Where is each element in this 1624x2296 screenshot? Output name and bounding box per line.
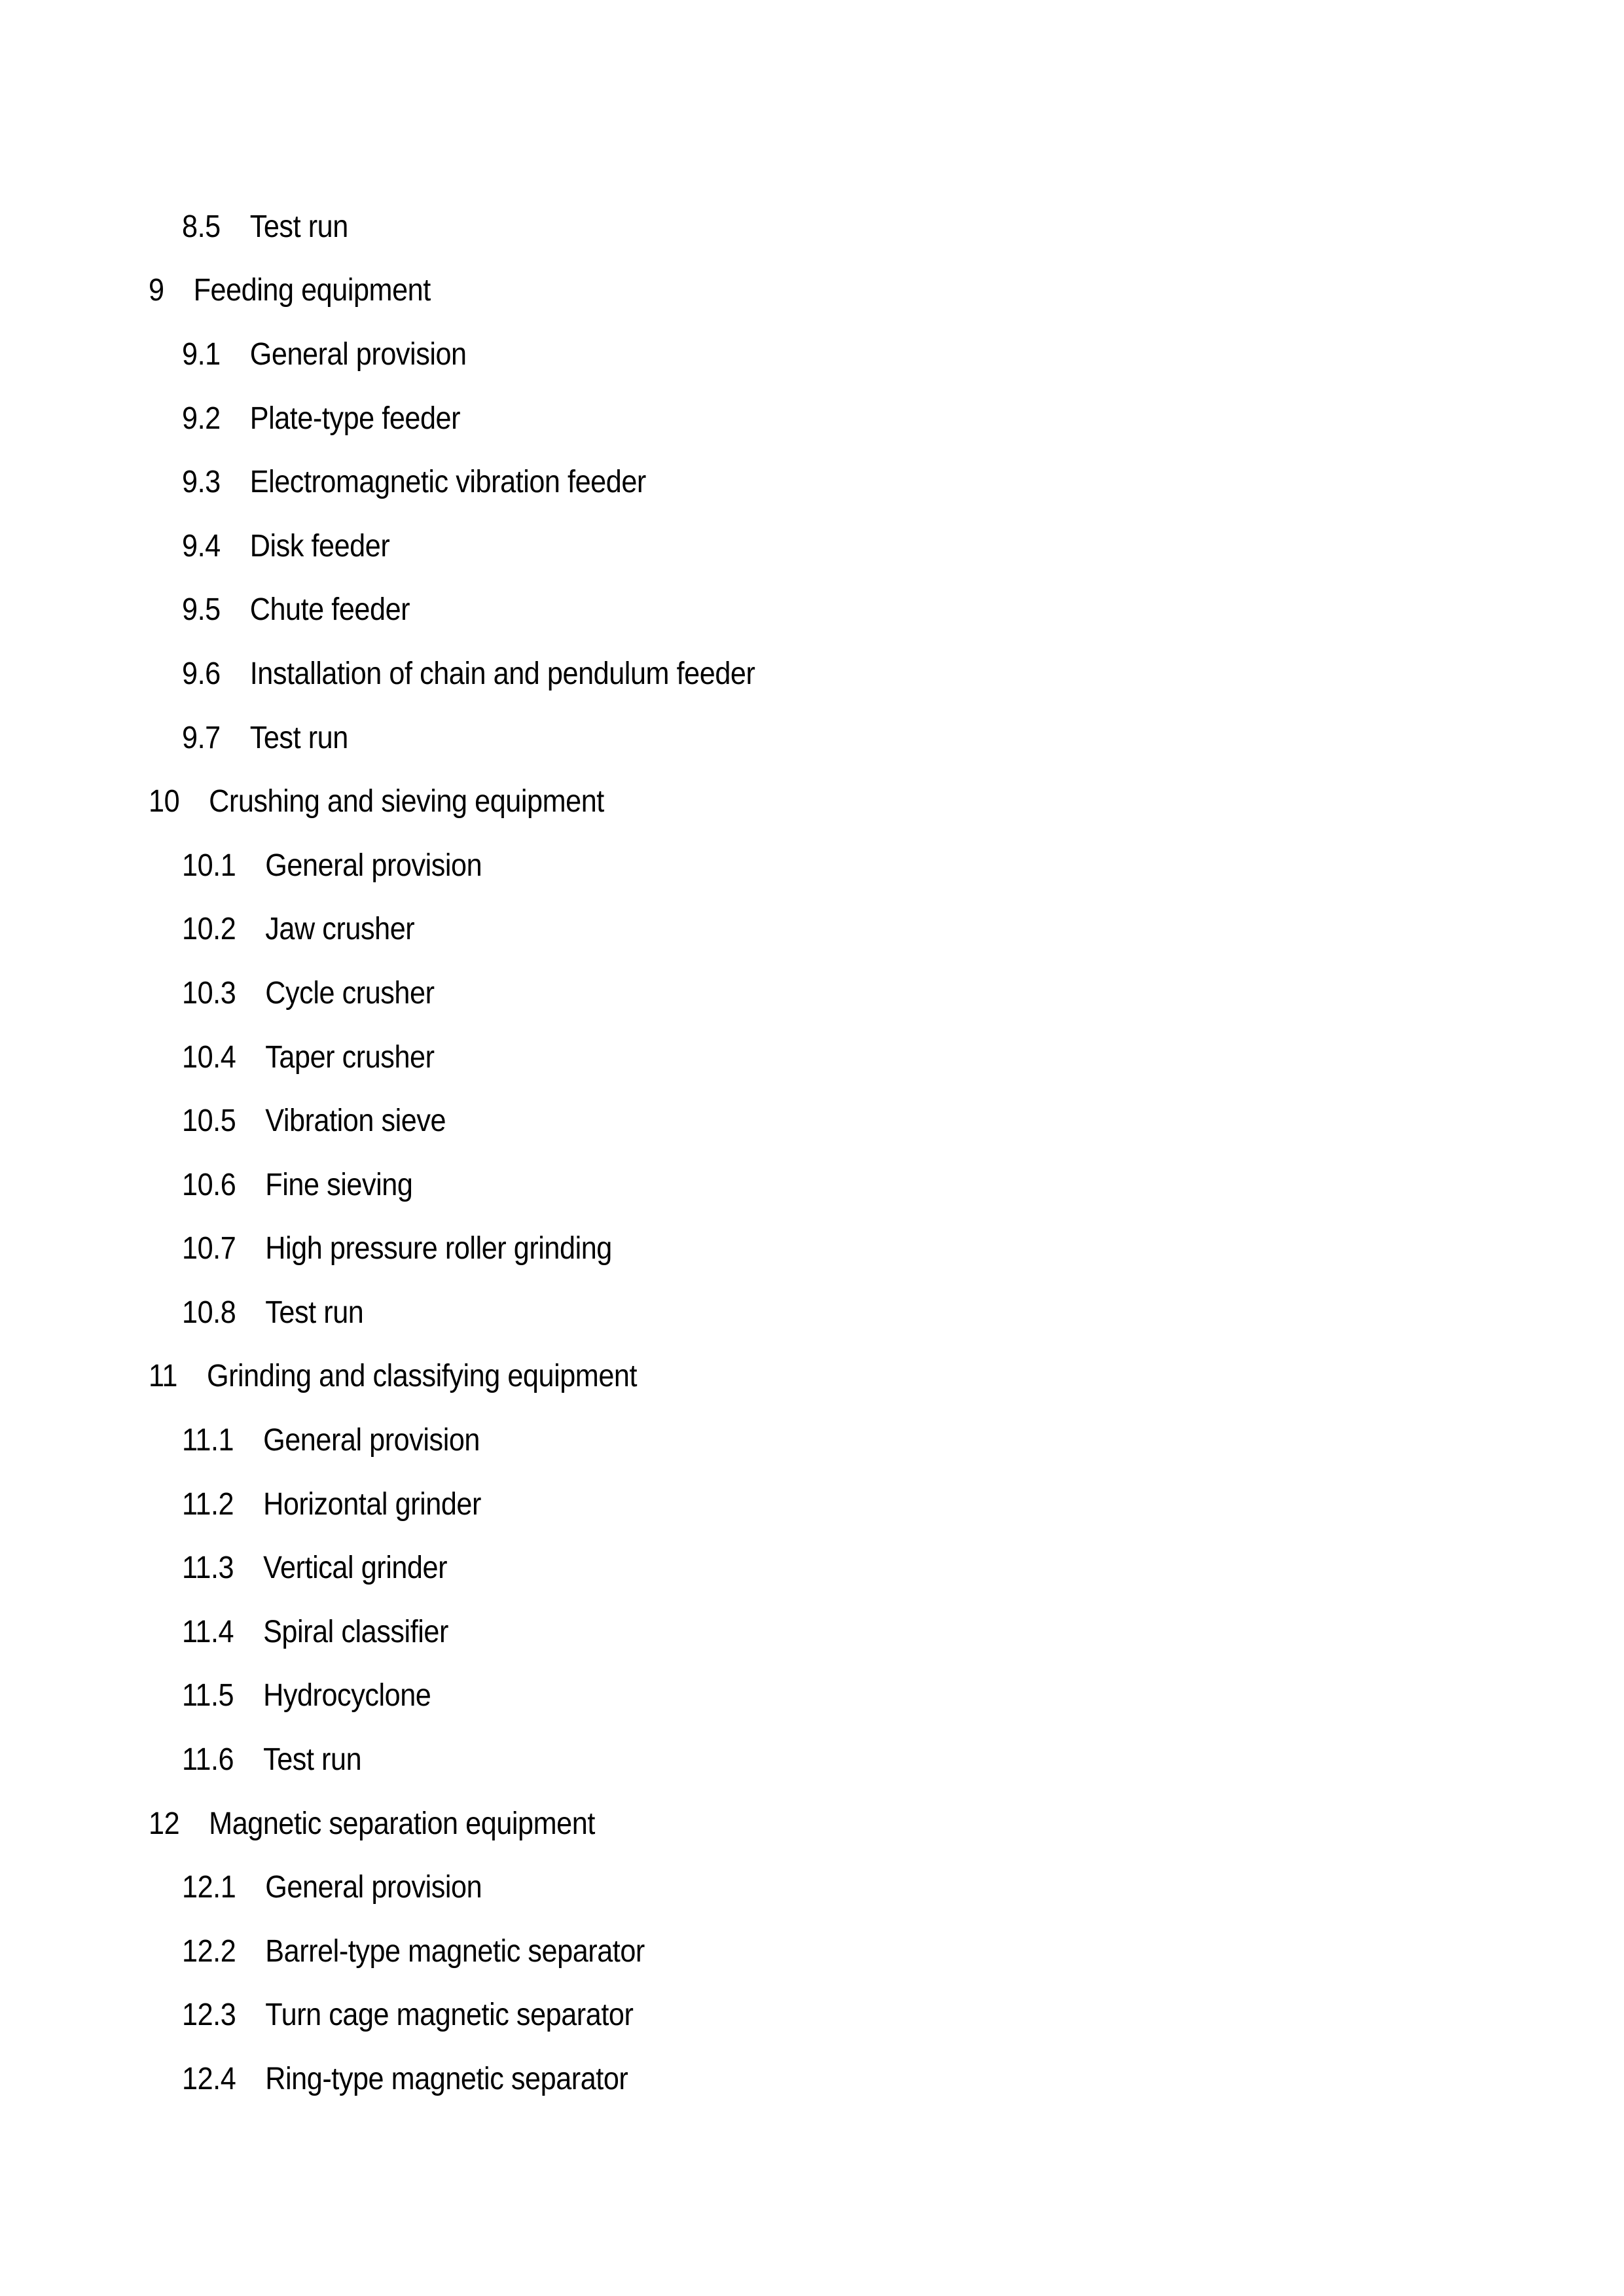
toc-entry-title: Jaw crusher (265, 912, 415, 947)
toc-entry (0, 1473, 1624, 1537)
toc-entry-title: Test run (249, 209, 348, 244)
toc-entry (0, 1728, 1624, 1792)
toc-entry (0, 642, 1624, 706)
toc-entry (0, 1536, 1624, 1600)
toc-entry (0, 1920, 1624, 1984)
toc-entry-content (182, 1297, 363, 1329)
toc-entry-content (182, 1744, 361, 1776)
toc-entry-title: Feeding equipment (193, 273, 431, 308)
toc-entry-number: 10.4 (182, 1039, 236, 1075)
toc-entry-content (149, 1808, 595, 1840)
toc-entry-number: 10 (149, 784, 180, 819)
toc-entry-number: 11.3 (182, 1551, 234, 1586)
toc-entry-title: Grinding and classifying equipment (206, 1359, 638, 1394)
toc-entry-number: 12.2 (182, 1933, 236, 1969)
toc-entry-number: 11.6 (182, 1742, 234, 1778)
toc-entry-title: Crushing and sieving equipment (209, 784, 604, 819)
toc-entry-content (182, 2000, 633, 2031)
toc-entry (0, 1792, 1624, 1856)
toc-entry-content (182, 211, 348, 243)
toc-entry-number: 9.4 (182, 528, 221, 564)
toc-entry-title: Magnetic separation equipment (209, 1806, 595, 1841)
toc-entry-number: 9.1 (182, 336, 221, 372)
toc-entry-number: 11.5 (182, 1678, 234, 1713)
toc-entry-content (182, 1039, 435, 1075)
toc-entry-number: 9 (149, 273, 164, 308)
toc-entry-content (182, 850, 482, 882)
toc-entry-number: 9.3 (182, 465, 221, 500)
toc-entry (0, 514, 1624, 579)
toc-entry-content (182, 1425, 480, 1456)
toc-entry (0, 834, 1624, 898)
toc-entry-title: Spiral classifier (263, 1614, 448, 1649)
toc-entry (0, 1217, 1624, 1282)
toc-entry-number: 12.1 (182, 1870, 236, 1905)
toc-entry-content (149, 786, 604, 817)
toc-entry-title: Electromagnetic vibration feeder (249, 465, 646, 500)
toc-entry-content (182, 467, 646, 498)
toc-entry (0, 259, 1624, 323)
toc-entry-content (182, 1552, 447, 1584)
toc-entry-number: 9.7 (182, 720, 221, 755)
toc-entry (0, 1408, 1624, 1473)
toc-entry-number: 10.2 (182, 912, 236, 947)
toc-entry-content (182, 975, 435, 1011)
toc-entry-content (182, 914, 414, 945)
toc-entry-number: 8.5 (182, 209, 221, 244)
toc-entry-content (182, 1872, 482, 1903)
toc-entry-number: 12.4 (182, 2062, 236, 2097)
toc-entry (0, 323, 1624, 387)
toc-entry-title: Installation of chain and pendulum feeder (249, 656, 755, 691)
toc-entry-number: 12.3 (182, 1998, 236, 2033)
toc-entry-title: General provision (249, 336, 467, 372)
toc-entry-title: Barrel-type magnetic separator (265, 1933, 645, 1969)
toc-entry-title: Taper crusher (265, 1039, 435, 1075)
toc-entry (0, 1984, 1624, 2048)
toc-entry-number: 10.7 (182, 1231, 236, 1266)
toc-entry-title: General provision (263, 1423, 480, 1458)
toc-entry (0, 579, 1624, 643)
toc-entry-content (182, 1486, 481, 1522)
toc-entry (0, 770, 1624, 834)
toc-entry-number: 9.6 (182, 656, 221, 691)
toc-entry-content (182, 528, 390, 564)
toc-entry-title: Disk feeder (249, 528, 390, 564)
toc-entry-number: 11 (149, 1359, 177, 1394)
toc-entry-content (182, 1614, 448, 1649)
toc-entry-content (182, 1105, 446, 1137)
toc-entry-title: Fine sieving (265, 1167, 413, 1202)
toc-entry-number: 10.3 (182, 975, 236, 1011)
toc-entry (0, 1281, 1624, 1345)
toc-entry-number: 9.2 (182, 401, 221, 436)
toc-entry-title: Vertical grinder (263, 1551, 448, 1586)
toc-entry-content (182, 1233, 612, 1265)
toc-entry (0, 195, 1624, 259)
toc-entry-title: Turn cage magnetic separator (265, 1998, 634, 2033)
toc-entry-content (182, 2064, 628, 2095)
toc-entry (0, 1664, 1624, 1729)
toc-entry-title: Vibration sieve (265, 1103, 446, 1139)
toc-entry-content (182, 658, 755, 690)
toc-entry-number: 10.8 (182, 1295, 236, 1330)
toc-entry-title: General provision (265, 1870, 482, 1905)
toc-entry-number: 11.1 (182, 1423, 234, 1458)
toc-entry-number: 11.2 (182, 1486, 234, 1522)
toc-entry-number: 9.5 (182, 592, 221, 628)
toc-entry (0, 1856, 1624, 1920)
toc-entry (0, 1345, 1624, 1409)
toc-entry-number: 10.5 (182, 1103, 236, 1139)
toc-entry (0, 450, 1624, 514)
toc-entry-number: 11.4 (182, 1614, 234, 1649)
toc-entry-title: Plate-type feeder (249, 401, 461, 436)
toc-entry-title: Test run (263, 1742, 362, 1778)
toc-entry-number: 10.6 (182, 1167, 236, 1202)
toc-entry-title: Test run (265, 1295, 364, 1330)
toc-entry (0, 2047, 1624, 2111)
toc-entry-content (182, 1680, 431, 1712)
toc-entry-content (182, 336, 467, 372)
toc-entry-content (182, 1933, 645, 1969)
toc-entry (0, 706, 1624, 770)
toc-entry-title: Ring-type magnetic separator (265, 2062, 628, 2097)
toc-entry-content (149, 1361, 637, 1392)
toc-entry-content (182, 594, 410, 626)
toc-entry-content (149, 275, 431, 306)
toc-entry-title: Chute feeder (249, 592, 410, 628)
toc-entry (0, 898, 1624, 962)
toc-entry-title: High pressure roller grinding (265, 1231, 612, 1266)
toc-entry-content (182, 1167, 413, 1202)
toc-entry-title: Test run (249, 720, 348, 755)
toc-entry-title: Cycle crusher (265, 975, 435, 1011)
toc-entry (0, 961, 1624, 1026)
toc-entry-title: Hydrocyclone (263, 1678, 431, 1713)
toc-entry-title: Horizontal grinder (263, 1486, 481, 1522)
toc-entry (0, 1089, 1624, 1153)
toc-entry (0, 1600, 1624, 1664)
toc-entry-title: General provision (265, 848, 482, 883)
toc-entry-content (182, 720, 348, 755)
toc-entry-content (182, 403, 460, 435)
toc-entry (0, 1026, 1624, 1090)
toc-entry (0, 1153, 1624, 1217)
toc-entry-number: 10.1 (182, 848, 236, 883)
toc-entry (0, 387, 1624, 451)
toc-entry-number: 12 (149, 1806, 180, 1841)
